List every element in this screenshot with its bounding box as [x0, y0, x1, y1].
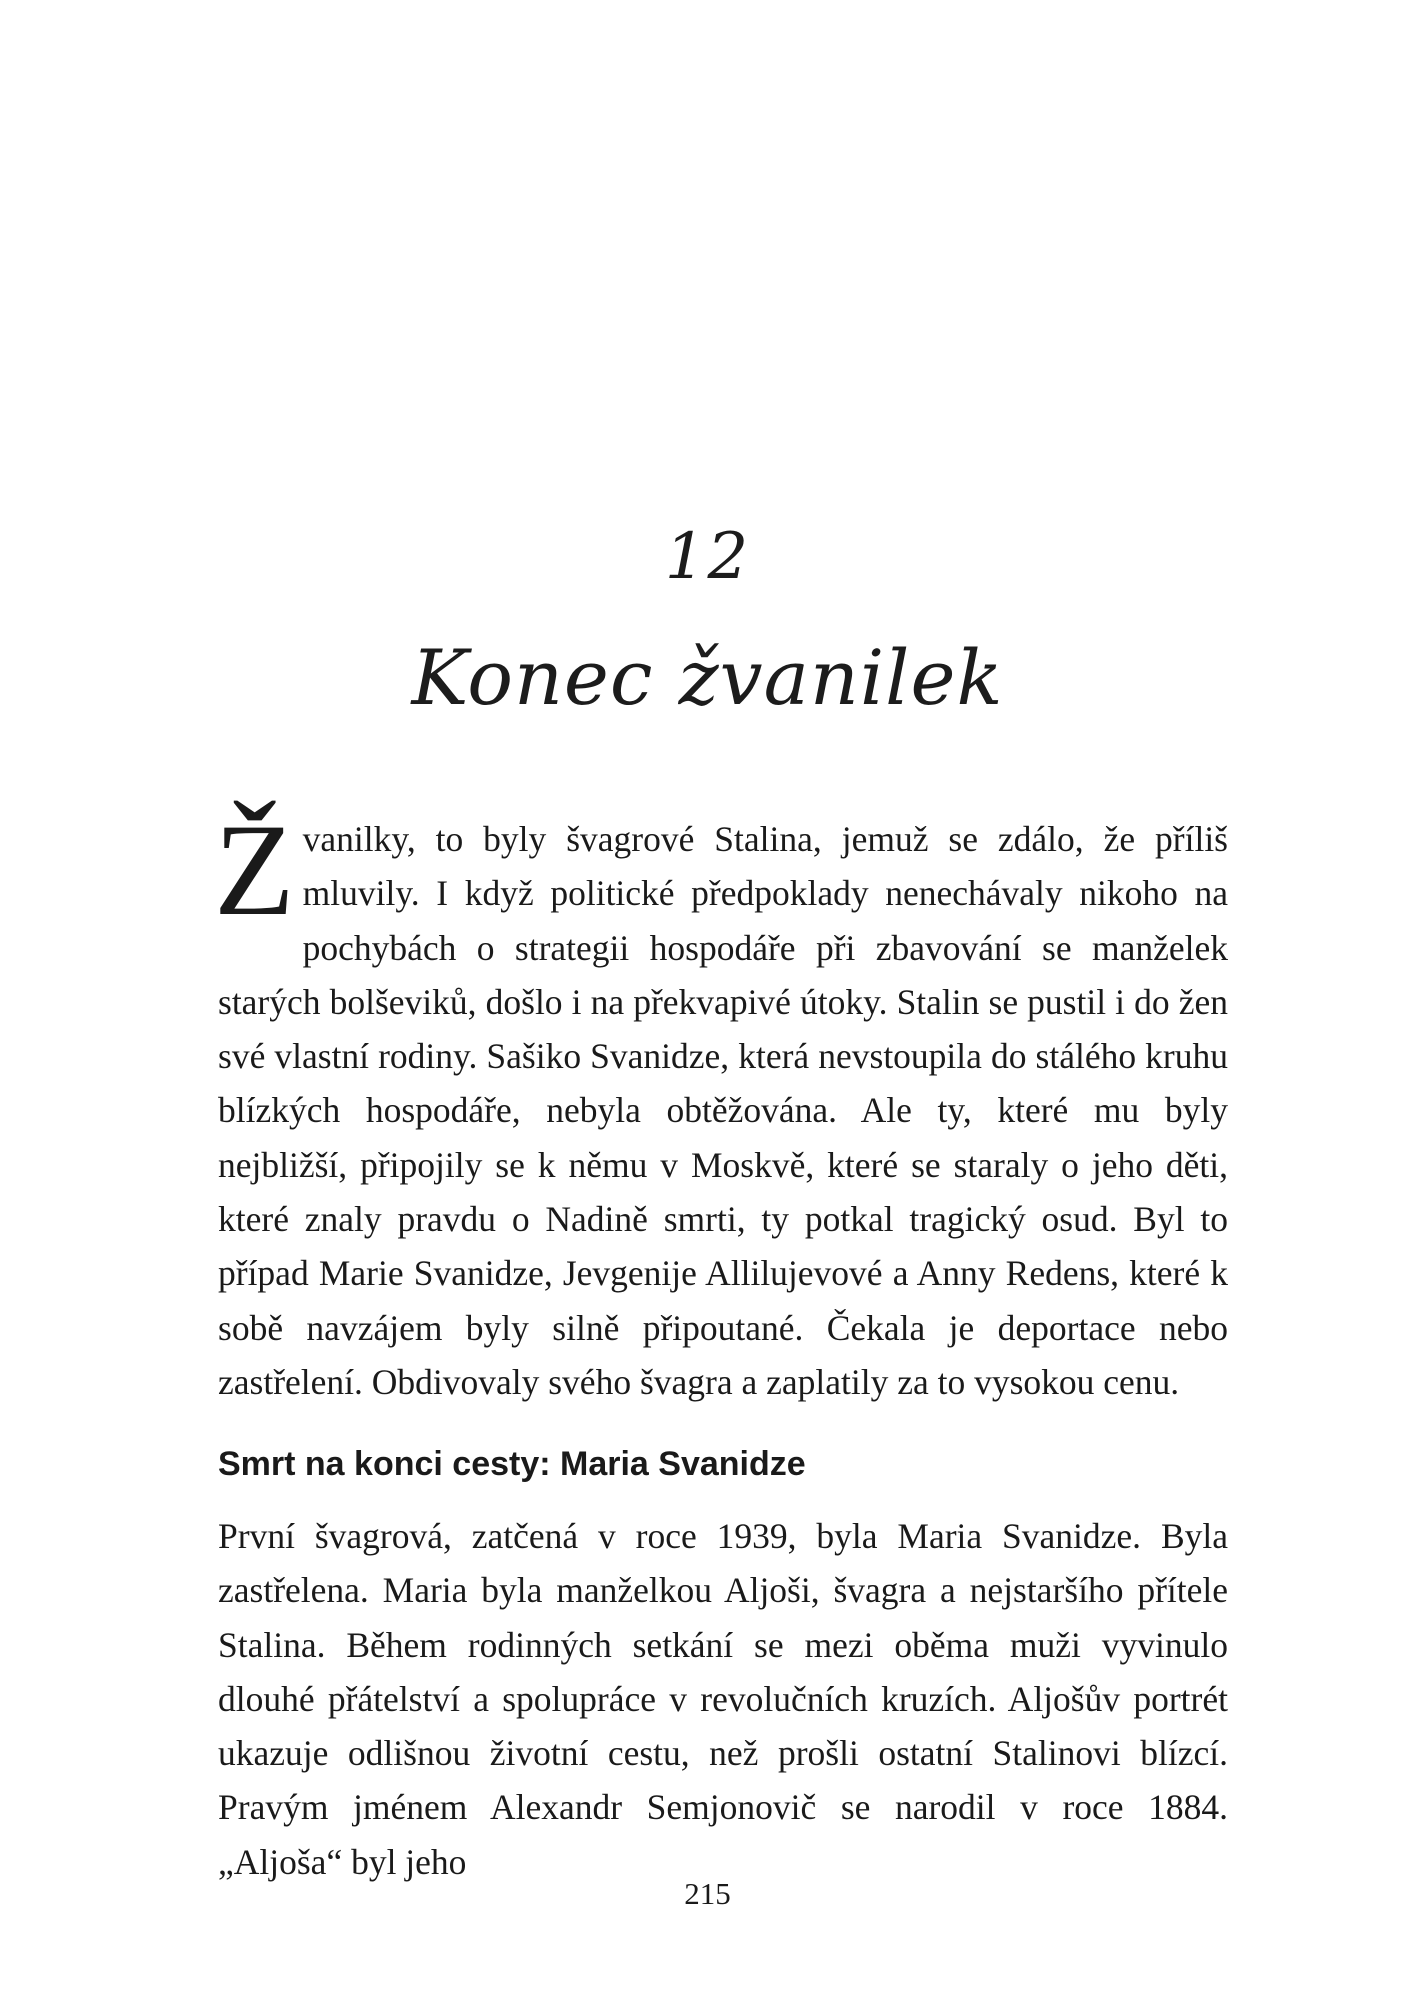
drop-cap: Ž — [214, 796, 295, 943]
page-number: 215 — [684, 1876, 731, 1911]
chapter-title: Konec žvanilek — [411, 633, 1004, 722]
section-heading: Smrt na konci cesty: Maria Svanidze — [218, 1445, 806, 1483]
section-paragraph: První švagrová, zatčená v roce 1939, byla Maria Svanidze. Byla zastřelena. Maria byla manželkou Aljoši, švagra a nejstaršího přítele Stalina. Během rodinných setkání se mezi oběma muži vyvinulo dlouhé přátelství a spolupráce v revolučních kruzích. Aljošův portrét ukazuje odlišnou životní cestu, než prošli ostatní Stalinovi blízcí. Pravým jménem Alexandr Semjonovič se narodil v roce 1884. „Aljoša“ byl jeho — [218, 1516, 1228, 1882]
intro-paragraph — [214, 796, 1228, 1409]
intro-paragraph-text: vanilky, to byly švagrové Stalina, jemuž se zdálo, že příliš mluvily. I když politické předpoklady nenechávaly nikoho na pochybách o strategii hospodáře při zbavování se manželek starých bolševiků, došlo i na překvapivé útoky. Stalin se pustil i do žen své vlastní rodiny. Sašiko Svanidze, která nevstoupila do stálého kruhu blízkých hospodáře, nebyla obtěžována. Ale ty, které mu byly nejbližší, připojily se k němu v Moskvě, které se staraly o jeho děti, které znaly pravdu o Nadině smrti, ty potkal tragický osud. Byl to případ Marie Svanidze, Jevgenije Allilujevové a Anny Redens, které k sobě navzájem byly silně připoutané. Čekala je deportace nebo zastřelení. Obdivovaly svého švagra a zaplatily za to vysokou cenu. — [218, 819, 1228, 1402]
chapter-number: 12 — [664, 520, 751, 594]
